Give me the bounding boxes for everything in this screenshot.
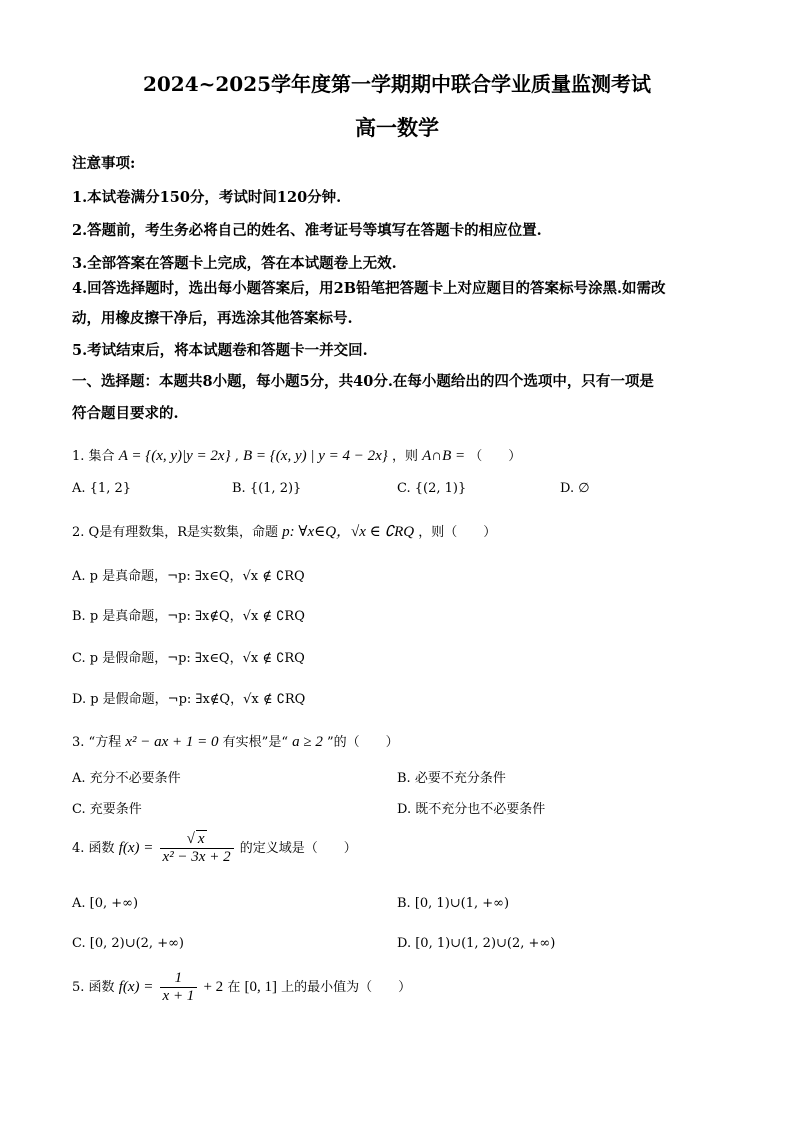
question-number: 2. [72, 525, 85, 540]
q1-option-a: A. {1, 2} [72, 481, 132, 496]
question-4 [72, 831, 357, 866]
question-text: ，则（ ） [418, 525, 497, 540]
notice-item-5: 5.考试结束后，将本试题卷和答题卡一并交回. [72, 342, 368, 359]
question-text: “方程 [88, 735, 122, 750]
question-text: 在 [227, 980, 241, 995]
fraction [160, 831, 234, 866]
question-text: 函数 [88, 841, 115, 856]
set-a: A = {(x, y)|y = 2x} [118, 448, 231, 464]
notice-item-3: 3.全部答案在答题卡上完成，答在本试题卷上无效. [72, 255, 397, 272]
question-text: ”的（ ） [326, 735, 399, 750]
q2-option-c: C. p 是假命题，¬p: ∃x∈Q，√x ∉ ∁RQ [72, 651, 305, 666]
fraction [160, 970, 198, 1005]
question-2 [72, 520, 496, 541]
function-name: f(x) = [118, 840, 154, 856]
q4-option-c: C. [0, 2)∪(2, +∞) [72, 936, 184, 951]
proposition-p: p: ∀x∈Q，√x ∈ ∁RQ [282, 524, 415, 540]
denominator: x + 1 [162, 988, 195, 1004]
function-name: f(x) = [118, 979, 154, 995]
question-number: 3. [72, 735, 85, 750]
exam-title: 2024~2025学年度第一学期期中联合学业质量监测考试 [142, 72, 652, 96]
q2-option-d: D. p 是假命题，¬p: ∃x∉Q，√x ∉ ∁RQ [72, 692, 306, 707]
interval: [0, 1] [244, 979, 277, 995]
denominator: x² − 3x + 2 [162, 849, 231, 865]
q2-option-b: B. p 是真命题，¬p: ∃x∉Q，√x ∉ ∁RQ [72, 609, 305, 624]
constant-term: + 2 [203, 979, 224, 995]
q3-option-c: C. 充要条件 [72, 802, 142, 817]
exam-subject: 高一数学 [355, 115, 439, 140]
q3-option-b: B. 必要不充分条件 [397, 771, 506, 786]
question-text: ，则 [391, 449, 418, 464]
notice-item-4: 4.回答选择题时，选出每小题答案后，用2B铅笔把答题卡上对应题目的答案标号涂黑.如需改 [72, 280, 666, 297]
equation: x² − ax + 1 = 0 [125, 734, 219, 750]
question-text: 有实根”是“ [222, 735, 288, 750]
question-number: 1. [72, 449, 85, 464]
q1-option-c: C. {(2, 1)} [397, 481, 467, 496]
numerator: 1 [160, 970, 198, 988]
question-text: 函数 [88, 980, 115, 995]
q4-option-d: D. [0, 1)∪(1, 2)∪(2, +∞) [397, 936, 556, 951]
notice-item-2: 2.答题前，考生务必将自己的姓名、准考证号等填写在答题卡的相应位置. [72, 222, 542, 239]
question-text: Q是有理数集，R是实数集，命题 [88, 525, 278, 540]
q1-option-d: D. ∅ [560, 481, 590, 496]
q2-option-a: A. p 是真命题，¬p: ∃x∈Q，√x ∉ ∁RQ [72, 569, 305, 584]
sqrt-radicand: x [197, 831, 205, 847]
q4-option-a: A. [0, +∞) [72, 896, 139, 911]
notice-item-4-cont: 动，用橡皮擦干净后，再选涂其他答案标号. [72, 310, 353, 327]
q1-option-b: B. {(1, 2)} [232, 481, 302, 496]
question-number: 5. [72, 980, 85, 995]
question-1 [72, 445, 521, 465]
q4-option-b: B. [0, 1)∪(1, +∞) [397, 896, 510, 911]
q3-option-d: D. 既不充分也不必要条件 [397, 802, 546, 817]
question-3 [72, 731, 399, 751]
set-b: B = {(x, y) | y = 4 − 2x} [243, 448, 388, 464]
numerator: √ x [160, 831, 234, 849]
question-text: 的定义域是（ ） [239, 841, 357, 856]
intersection-expr: A∩B = [422, 448, 466, 464]
question-text: 集合 [88, 449, 115, 464]
condition: a ≥ 2 [292, 734, 323, 750]
separator: , [234, 449, 239, 464]
notice-item-1: 1.本试卷满分150分，考试时间120分钟. [72, 189, 342, 206]
section-heading-cont: 符合题目要求的. [72, 405, 179, 422]
notice-heading: 注意事项: [72, 155, 136, 172]
question-text: 上的最小值为（ ） [281, 980, 412, 995]
question-5 [72, 970, 411, 1005]
answer-paren: （ ） [469, 449, 522, 464]
question-number: 4. [72, 841, 85, 856]
section-heading: 一、选择题：本题共8小题，每小题5分，共40分.在每小题给出的四个选项中，只有一项是 [72, 373, 654, 390]
q3-option-a: A. 充分不必要条件 [72, 771, 181, 786]
